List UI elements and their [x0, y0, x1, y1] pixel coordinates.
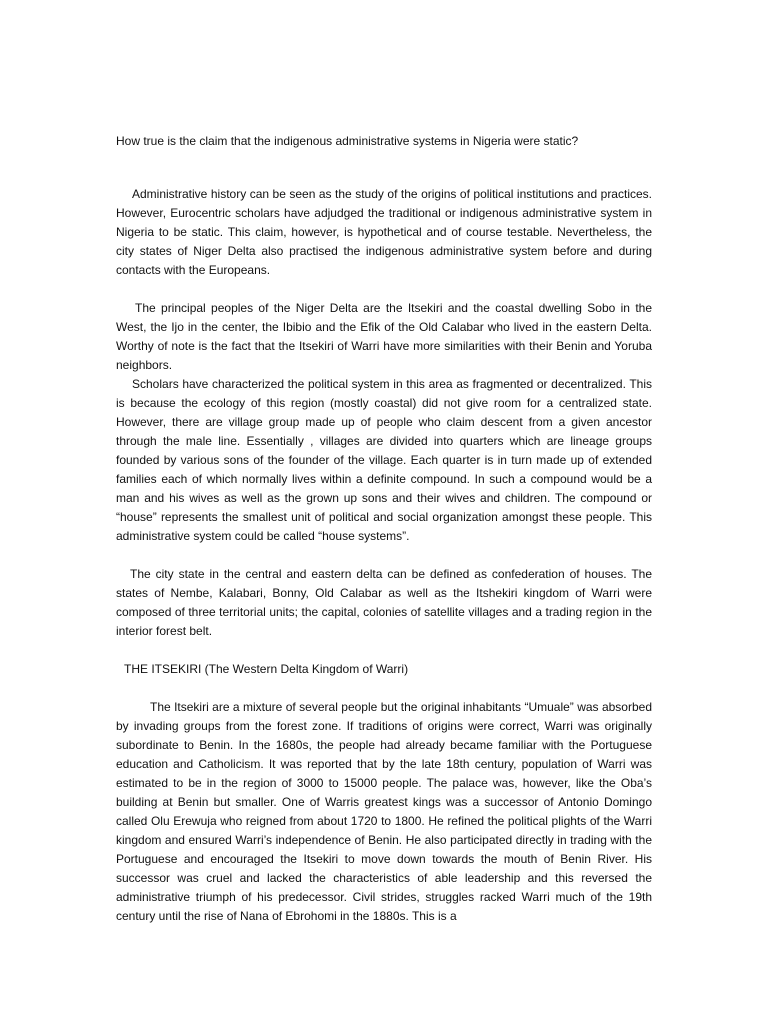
spacer	[116, 679, 652, 698]
paragraph-political-system: Scholars have characterized the political system in this area as fragmented or decentralized. This is because the ecology of this region (mostly coastal) did not give room for a centralized state. However, there are village group made up of people who claim descent from a given ancestor through the male line. Essentially , villages are divided into quarters which are lineage groups founded by various sons of the founder of the village. Each quarter is in turn made up of extended families each of which normally lives within a definite compound. In such a compound would be a man and his wives as well as the grown up sons and their wives and children. The compound or “house” represents the smallest unit of political and social organization amongst these people. This administrative system could be called “house systems”.	[116, 377, 652, 543]
paragraph-intro: Administrative history can be seen as the study of the origins of political institutions and practices. However, Eurocentric scholars have adjudged the traditional or indigenous administrative system in Nigeria to be static. This claim, however, is hypothetical and of course testable. Nevertheless, the city states of Niger Delta also practised the indigenous administrative system before and during contacts with the Europeans.	[116, 187, 652, 277]
paragraph-itsekiri: The Itsekiri are a mixture of several people but the original inhabitants “Umuale” was absorbed by invading groups from the forest zone. If traditions of origins were correct, Warri was originally subordinate to Benin. In the 1680s, the people had already became familiar with the Portuguese education and Catholicism. It was reported that by the late 18th century, population of Warri was estimated to be in the region of 3000 to 15000 people. The palace was, however, like the Oba’s building at Benin but smaller. One of Warris greatest kings was a successor of Antonio Domingo called Olu Erewuja who reigned from about 1720 to 1800. He refined the political plights of the Warri kingdom and ensured Warri’s independence of Benin. He also participated directly in trading with the Portuguese and encouraged the Itsekiri to move down towards the mouth of Benin River. His successor was cruel and lacked the characteristics of able leadership and this reversed the administrative triumph of his predecessor. Civil strides, struggles racked Warri much of the 19th century until the rise of Nana of Ebrohomi in the 1880s. This is a	[116, 700, 652, 923]
spacer	[116, 546, 652, 565]
spacer	[116, 641, 652, 660]
essay-question: How true is the claim that the indigenous administrative systems in Nigeria were static?	[116, 134, 579, 148]
paragraph-city-state: The city state in the central and eastern delta can be defined as confederation of houses. The states of Nembe, Kalabari, Bonny, Old Calabar as well as the Itshekiri kingdom of Warri were composed of three territorial units; the capital, colonies of satellite villages and a trading region in the interior forest belt.	[116, 567, 652, 638]
paragraph-peoples: The principal peoples of the Niger Delta are the Itsekiri and the coastal dwelling Sobo in the West, the Ijo in the center, the Ibibio and the Efik of the Old Calabar who lived in the eastern Delta. Worthy of note is the fact that the Itsekiri of Warri have more similarities with their Benin and Yoruba neighbors.	[116, 301, 652, 372]
section-heading: THE ITSEKIRI (The Western Delta Kingdom of Warri)	[124, 662, 409, 676]
spacer	[116, 280, 652, 299]
